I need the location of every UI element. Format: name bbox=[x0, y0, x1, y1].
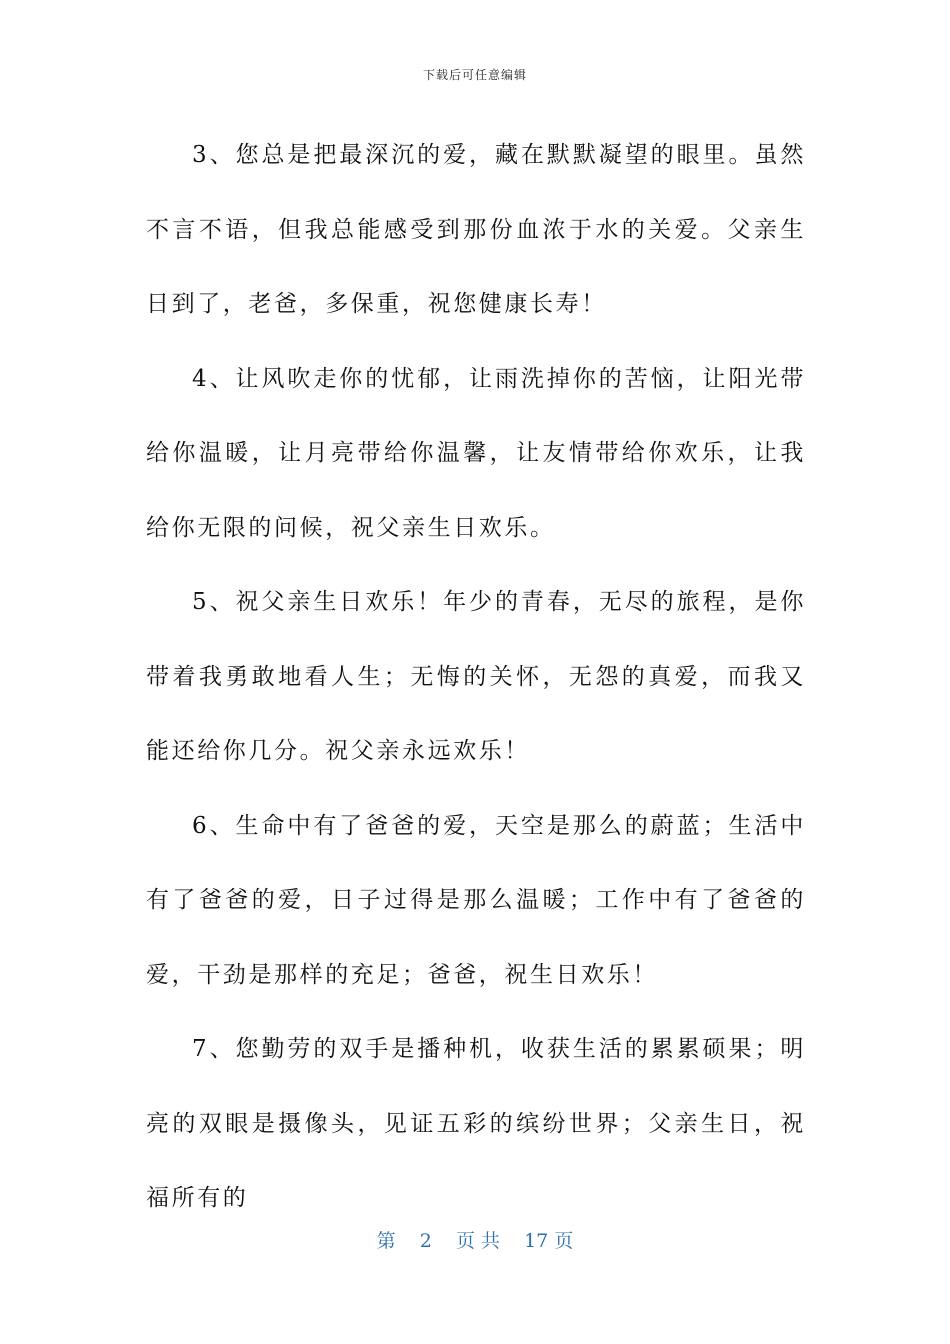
footer-middle: 页 共 bbox=[455, 1230, 500, 1252]
current-page-number: 2 bbox=[419, 1230, 432, 1252]
footer-suffix: 页 bbox=[554, 1230, 574, 1252]
header-note: 下载后可任意编辑 bbox=[422, 68, 527, 82]
paragraph-4: 4、让风吹走你的忧郁，让雨洗掉你的苦恼，让阳光带给你温暖，让月亮带给你温馨，让友情带给你欢乐，让我给你无限的问候，祝父亲生日欢乐。 bbox=[146, 365, 806, 541]
paragraph-3: 3、您总是把最深沉的爱，藏在默默凝望的眼里。虽然不言不语，但我总能感受到那份血浓于水的关爱。父亲生日到了，老爸，多保重，祝您健康长寿！ bbox=[146, 142, 806, 317]
footer-prefix: 第 bbox=[376, 1230, 396, 1252]
paragraph-6: 6、生命中有了爸爸的爱，天空是那么的蔚蓝；生活中有了爸爸的爱，日子过得是那么温暖；工作中有了爸爸的爱，干劲是那样的充足；爸爸，祝生日欢乐！ bbox=[146, 812, 806, 988]
document-body bbox=[146, 118, 806, 1236]
page-number-footer bbox=[0, 1226, 950, 1253]
total-pages-number: 17 bbox=[524, 1230, 549, 1252]
paragraph-7: 7、您勤劳的双手是播种机，收获生活的累累硕果；明亮的双眼是摄像头，见证五彩的缤纷世界；父亲生日，祝福所有的 bbox=[146, 1036, 806, 1211]
paragraph-5: 5、祝父亲生日欢乐！年少的青春，无尽的旅程，是你带着我勇敢地看人生；无悔的关怀，无怨的真爱，而我又能还给你几分。祝父亲永远欢乐！ bbox=[146, 589, 806, 764]
